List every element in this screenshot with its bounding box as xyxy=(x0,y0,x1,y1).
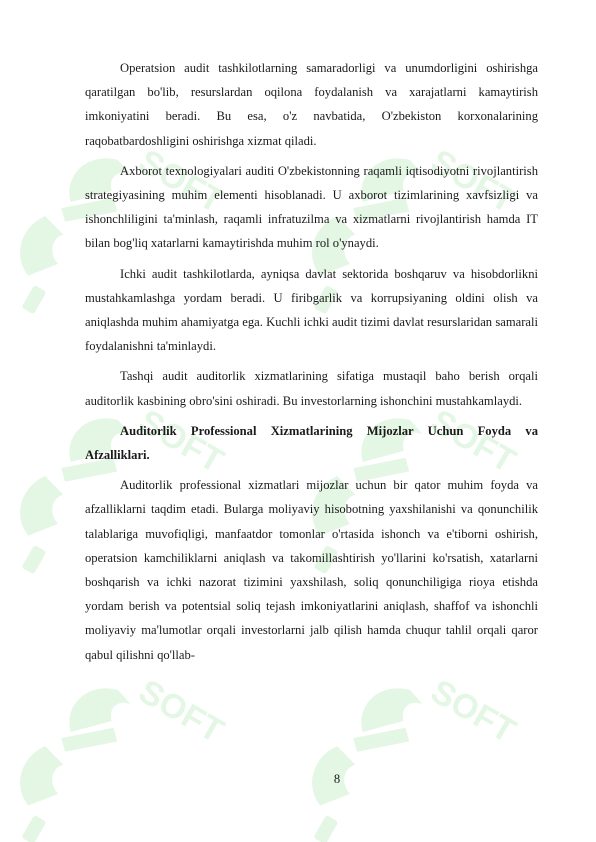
document-body xyxy=(85,56,538,667)
svg-text:SOFT: SOFT xyxy=(132,402,230,481)
paragraph-internal-audit: Ichki audit tashkilotlarda, ayniqsa davlat sektorida boshqaruv va hisobdorlikni mustahkamlashga yordam beradi. U firibgarlik va korrupsiyaning oldini olish va aniqlashda muhim ahamiyatga ega. Kuchli ichki audit tizimi davlat resurslaridan samarali foydalanishni ta'minlaydi. xyxy=(85,266,538,354)
svg-text:SOFT: SOFT xyxy=(424,142,522,221)
section-heading: Auditorlik Professional Xizmatlarining Mijozlar Uchun Foyda va Afzalliklari. xyxy=(85,423,538,463)
paragraph-operational-audit: Operatsion audit tashkilotlarning samaradorligi va unumdorligini oshirishga qaratilgan bo'lib, resurslardan oqilona foydalanish va xarajatlarni kamaytirish imkoniyatini beradi. Bu esa, o'z navbatida, O'zbekiston korxonalarining raqobatbardoshligini oshirishga xizmat qiladi. xyxy=(85,61,538,148)
paragraph-external-audit: Tashqi audit auditorlik xizmatlarining sifatiga mustaqil baho berish orqali auditorlik kasbining obro'sini oshiradi. Bu investorlarning ishonchini mustahkamlaydi. xyxy=(85,369,538,408)
paragraph-it-audit: Axborot texnologiyalari auditi O'zbekistonning raqamli iqtisodiyotni rivojlantirish strategiyasining muhim elementi hisoblanadi. U axborot tizimlarining xavfsizligi va ishonchliligini ta'minlash, raqamli infratuzilma va xizmatlarni rivojlantirish hamda IT bilan bog'liq xatarlarni kamaytirishda muhim rol o'ynaydi. xyxy=(85,163,538,251)
svg-text:SOFT: SOFT xyxy=(132,672,230,751)
paragraph-benefits: Auditorlik professional xizmatlari mijozlar uchun bir qator muhim foyda va afzalliklarni taqdim etadi. Bularga moliyaviy hisobotning yaxshilanishi va qonunchilik talablariga muvofiqligi, manfaatdor tomonlar o'rtasida ishonch va e'tiborni oshirish, operatsion kamchiliklarni aniqlash va takomillashtirish yo'llarini ko'rsatish, xatarlarni boshqarish va ichki nazorat tizimini yaxshilash, soliq qonunchiligiga rioya etishda yordam berish va potentsial soliq tejash imkoniyatlarini aniqlash, shaffof va ishonchli moliyaviy ma'lumotlar orqali investorlarni jalb qilish hamda chuqur tahlil orqali qaror qabul qilishni qo'llab- xyxy=(85,478,538,662)
page-number: 8 xyxy=(333,772,341,786)
svg-text:SOFT: SOFT xyxy=(424,402,522,481)
svg-text:SOFT: SOFT xyxy=(424,672,522,751)
svg-text:SOFT: SOFT xyxy=(132,142,230,221)
watermark-logo-6 xyxy=(284,641,522,842)
watermark-logo-5 xyxy=(0,641,230,842)
